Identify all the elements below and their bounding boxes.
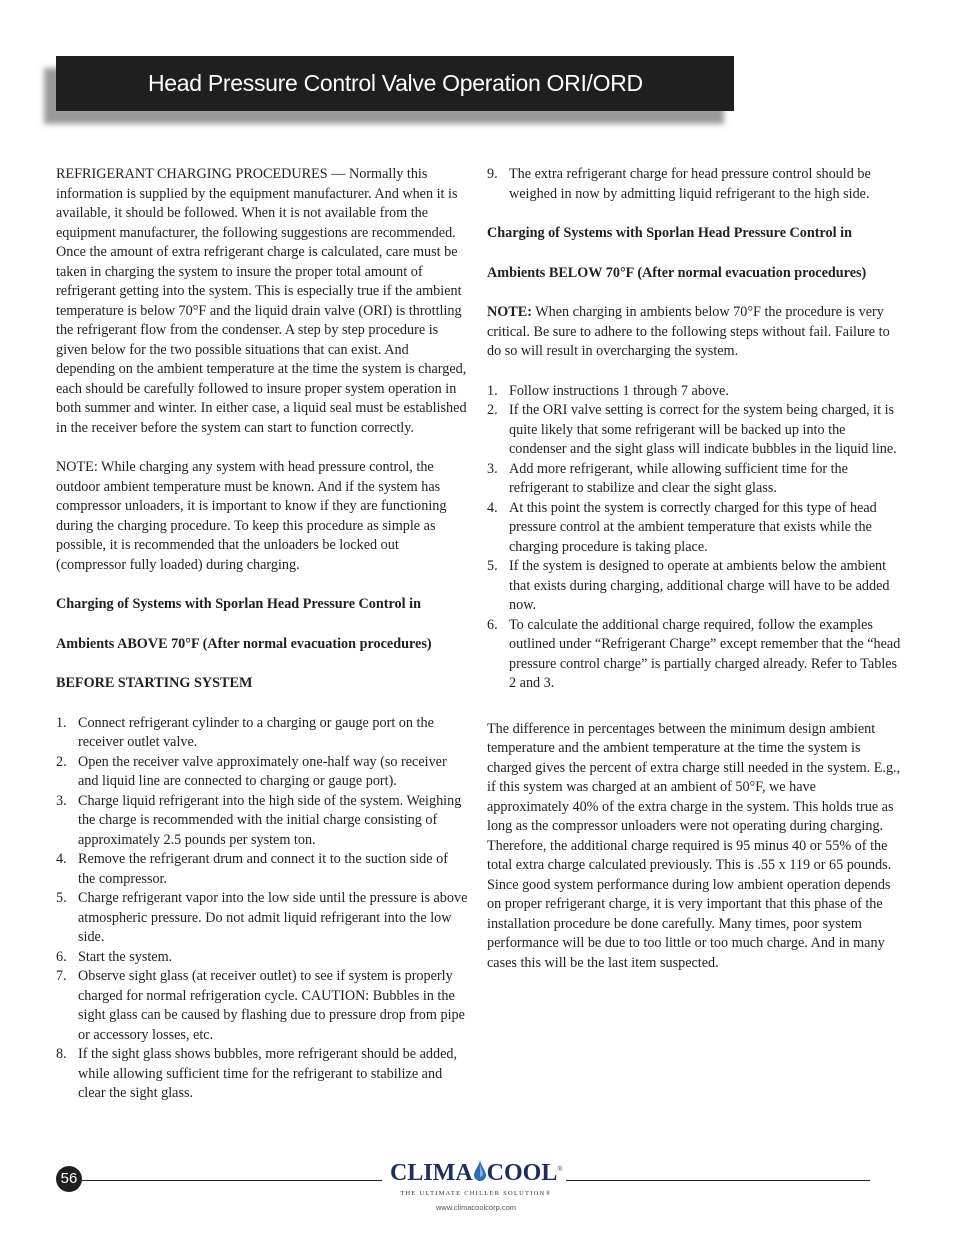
climacool-logo: [390, 1155, 562, 1198]
list-number: 1.: [487, 382, 498, 399]
list-number: 6.: [487, 616, 498, 633]
list-item: [487, 382, 901, 402]
list-number: 7.: [56, 968, 67, 984]
list-item: [56, 889, 468, 948]
list-text: At this point the system is correctly charged for this type of head pressure control at the ambient temperature that exists while the charging procedure is taking place.: [509, 499, 877, 555]
website-url: www.climacoolcorp.com: [435, 1203, 517, 1212]
list-number: 6.: [56, 948, 67, 965]
heading-line: Ambients BELOW 70°F (After normal evacuation procedures): [487, 264, 867, 281]
list-text: Add more refrigerant, while allowing sufficient time for the refrigerant to stabilize and clear the sight glass.: [509, 460, 848, 496]
list-text: Observe sight glass (at receiver outlet) to see if system is properly charged for normal refrigeration cycle. CAUTION: Bubbles in the sight glass can be caused by flashing due to pressure drop from pipe or accessory losses, etc.: [78, 968, 465, 1043]
list-item: [56, 967, 468, 1045]
list-item: [487, 460, 901, 499]
heading-line: Ambients ABOVE 70°F (After normal evacuation procedures): [56, 635, 432, 652]
list-number: 9.: [487, 166, 498, 182]
section-heading-above-70: [56, 595, 468, 694]
list-number: 5.: [56, 890, 67, 906]
list-number: 3.: [56, 792, 67, 809]
list-item: [56, 714, 468, 753]
note-paragraph: [487, 303, 901, 362]
heading-line: BEFORE STARTING SYSTEM: [56, 675, 253, 691]
heading-line: Charging of Systems with Sporlan Head Pressure Control in: [487, 225, 852, 241]
list-item: [56, 753, 468, 792]
list-text: If the sight glass shows bubbles, more refrigerant should be added, while allowing sufficient time for the refrigerant to stabilize and clear the sight glass.: [78, 1046, 458, 1101]
list-item: [56, 1045, 468, 1104]
footer-rule-left: [82, 1180, 382, 1181]
page-title: Head Pressure Control Valve Operation ORI/ORD: [56, 56, 734, 111]
list-item: [487, 401, 901, 460]
closing-paragraph: The difference in percentages between the minimum design ambient temperature and the ambient temperature at the time the system is charged gives the percent of extra charge still needed in the system. E.g., if this system was charged at an ambient of 50°F, we have approximately 40% of the extra charge in the system. This holds true as long as the compressor unloaders were not operating during charging. Therefore, the additional charge required is 95 minus 40 or 55% of the total extra charge calculated previously. This is .55 x 119 or 65 pounds. Since good system performance during low ambient operation depends on proper refrigerant charge, it is very important that this phase of the installation procedure be done carefully. Many times, poor system performance will be due to too little or too much charge. And in many cases this will be the last item suspected.: [487, 720, 901, 971]
list-number: 2.: [487, 402, 498, 418]
list-number: 4.: [487, 499, 498, 516]
logo-wordmark: [390, 1155, 562, 1189]
list-number: 5.: [487, 558, 498, 574]
list-text: The extra refrigerant charge for head pressure control should be weighed in now by admitting liquid refrigerant to the high side.: [509, 166, 871, 202]
steps-above-70-list: [56, 714, 468, 1104]
intro-paragraph: REFRIGERANT CHARGING PROCEDURES — Normally this information is supplied by the equipment manufacturer. And when it is available, it should be followed. When it is not available from the equipment manufacturer, the following suggestions are recommended. Once the amount of extra refrigerant charge is calculated, care must be taken in charging the system to insure the proper total amount of refrigerant getting into the system. This is especially true if the ambient temperature is below 70°F and the liquid drain valve (ORI) is throttling the refrigerant flow from the condenser. A step by step procedure is given below for the two possible situations that can exist. And depending on the ambient temperature at the time the system is charged, each should be carefully followed to insure proper system operation in both summer and winter. In either case, a liquid seal must be established in the receiver before the system can start to function correctly.: [56, 166, 467, 436]
step-9-list: [487, 165, 901, 204]
logo-registered-mark: ®: [557, 1165, 563, 1173]
page-number: 56: [56, 1166, 82, 1192]
heading-line: Charging of Systems with Sporlan Head Pressure Control in: [56, 596, 421, 612]
list-text: If the ORI valve setting is correct for the system being charged, it is quite likely that some refrigerant will be backed up into the condenser and the sight glass will indicate bubbles in the liquid line.: [509, 402, 897, 457]
list-text: To calculate the additional charge required, follow the examples outlined under “Refrigerant Charge” except remember that the “head pressure control charge” is partially charged already. Refer to Tables 2 and 3.: [509, 616, 901, 691]
list-item: [487, 165, 901, 204]
footer-rule-right: [566, 1180, 870, 1181]
section-heading-below-70: [487, 224, 901, 283]
left-column: [56, 165, 468, 1124]
logo-tagline: THE ULTIMATE CHILLER SOLUTION®: [400, 1189, 552, 1197]
note-label: NOTE:: [487, 304, 532, 320]
logo-text-left: CLIMA: [390, 1160, 473, 1186]
list-item: [56, 850, 468, 889]
list-item: [487, 557, 901, 616]
list-item: [487, 499, 901, 558]
logo-text-right: COOL: [486, 1160, 558, 1186]
right-column: [487, 165, 901, 993]
list-number: 4.: [56, 851, 67, 867]
list-text: Open the receiver valve approximately one-half way (so receiver and liquid line are connected to charging or gauge port).: [78, 753, 447, 789]
list-number: 8.: [56, 1046, 67, 1062]
list-item: [56, 792, 468, 851]
list-text: Start the system.: [78, 948, 173, 965]
list-number: 3.: [487, 460, 498, 477]
droplet-icon: [474, 1160, 486, 1189]
note-text: When charging in ambients below 70°F the procedure is very critical. Be sure to adhere to the following steps without fail. Failure to do so will result in overcharging the system.: [487, 304, 890, 359]
note-paragraph: NOTE: While charging any system with head pressure control, the outdoor ambient temperature must be known. And if the system has compressor unloaders, it is important to know if they are functioning during the charging procedure. To keep this procedure as simple as possible, it is recommended that the unloaders be locked out (compressor fully loaded) during charging.: [56, 459, 447, 573]
list-text: Charge refrigerant vapor into the low side until the pressure is above atmospheric pressure. Do not admit liquid refrigerant into the low side.: [78, 890, 468, 945]
list-number: 2.: [56, 753, 67, 770]
list-number: 1.: [56, 714, 67, 731]
list-text: Charge liquid refrigerant into the high side of the system. Weighing the charge is recommended with the initial charge consisting of approximately 2.5 pounds per system ton.: [78, 792, 462, 848]
list-text: Follow instructions 1 through 7 above.: [509, 382, 729, 399]
list-text: Connect refrigerant cylinder to a charging or gauge port on the receiver outlet valve.: [78, 714, 434, 750]
steps-below-70-list: [487, 382, 901, 694]
list-text: If the system is designed to operate at ambients below the ambient that exists during charging, additional charge will have to be added now.: [509, 558, 890, 613]
list-text: Remove the refrigerant drum and connect it to the suction side of the compressor.: [78, 851, 448, 887]
list-item: [56, 948, 468, 968]
list-item: [487, 616, 901, 694]
